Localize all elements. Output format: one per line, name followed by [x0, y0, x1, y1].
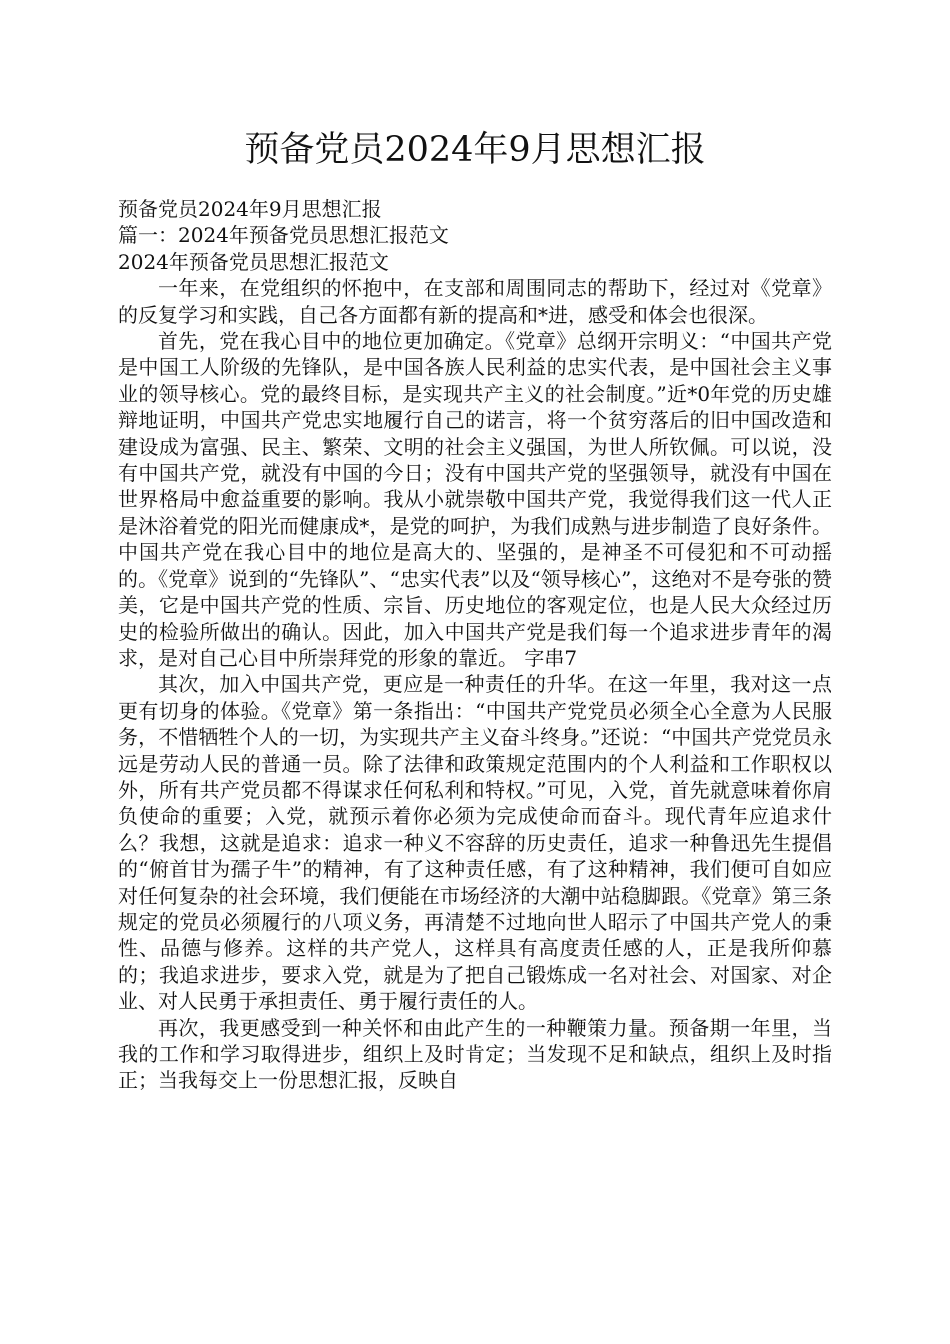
document-title: 预备党员2024年9月思想汇报 — [244, 130, 706, 170]
document-body — [118, 196, 832, 1094]
paragraph-first: 首先，党在我心目中的地位更加确定。《党章》总纲开宗明义：“中国共产党是中国工人阶级的先锋队，是中国各族人民利益的忠实代表，是中国社会主义事业的领导核心。党的最终目标，是实现共产主义的社会制度。”近*0年党的历史雄辩地证明，中国共产党忠实地履行自己的诺言，将一个贫穷落后的旧中国改造和建设成为富强、民主、繁荣、文明的社会主义强国，为世人所钦佩。可以说，没有中国共产党，就没有中国的今日；没有中国共产党的坚强领导，就没有中国在世界格局中愈益重要的影响。我从小就崇敬中国共产党，我觉得我们这一代人正是沐浴着党的阳光而健康成*，是党的呵护，为我们成熟与进步制造了良好条件。中国共产党在我心目中的地位是高大的、坚强的，是神圣不可侵犯和不可动摇的。《党章》说到的“先锋队”、“忠实代表”以及“领导核心”，这绝对不是夸张的赞美，它是中国共产党的性质、宗旨、历史地位的客观定位，也是人民大众经过历史的检验所做出的确认。因此，加入中国共产党是我们每一个追求进步青年的渴求，是对自己心目中所崇拜党的形象的靠近。 字串7 — [118, 329, 832, 670]
intro-line-section: 篇一：2024年预备党员思想汇报范文 — [118, 223, 449, 248]
paragraph-third: 再次，我更感受到一种关怀和由此产生的一种鞭策力量。预备期一年里，当我的工作和学习取得进步，组织上及时肯定；当发现不足和缺点，组织上及时指正；当我每交上一份思想汇报，反映自 — [118, 1015, 832, 1093]
intro-line-subtitle: 2024年预备党员思想汇报范文 — [118, 249, 389, 274]
paragraph-second: 其次，加入中国共产党，更应是一种责任的升华。在这一年里，我对这一点更有切身的体验。《党章》第一条指出：“中国共产党党员必须全心全意为人民服务，不惜牺牲个人的一切，为实现共产主义奋斗终身。”还说：“中国共产党党员永远是劳动人民的普通一员。除了法律和政策规定范围内的个人利益和工作职权以外，所有共产党员都不得谋求任何私利和特权。”可见，入党，首先就意味着你肩负使命的重要；入党，就预示着你必须为完成使命而奋斗。现代青年应追求什么？我想，这就是追求：追求一种义不容辞的历史责任，追求一种鲁迅先生提倡的“俯首甘为孺子牛”的精神，有了这种责任感，有了这种精神，我们便可自如应对任何复杂的社会环境，我们便能在市场经济的大潮中站稳脚跟。《党章》第三条规定的党员必须履行的八项义务，再清楚不过地向世人昭示了中国共产党人的秉性、品德与修养。这样的共产党人，这样具有高度责任感的人，正是我所仰慕的；我追求进步，要求入党，就是为了把自己锻炼成一名对社会、对国家、对企业、对人民勇于承担责任、勇于履行责任的人。 — [118, 672, 832, 1014]
paragraph-intro: 一年来，在党组织的怀抱中，在支部和周围同志的帮助下，经过对《党章》的反复学习和实践，自己各方面都有新的提高和*进，感受和体会也很深。 — [118, 276, 832, 327]
intro-line-title: 预备党员2024年9月思想汇报 — [118, 197, 382, 221]
